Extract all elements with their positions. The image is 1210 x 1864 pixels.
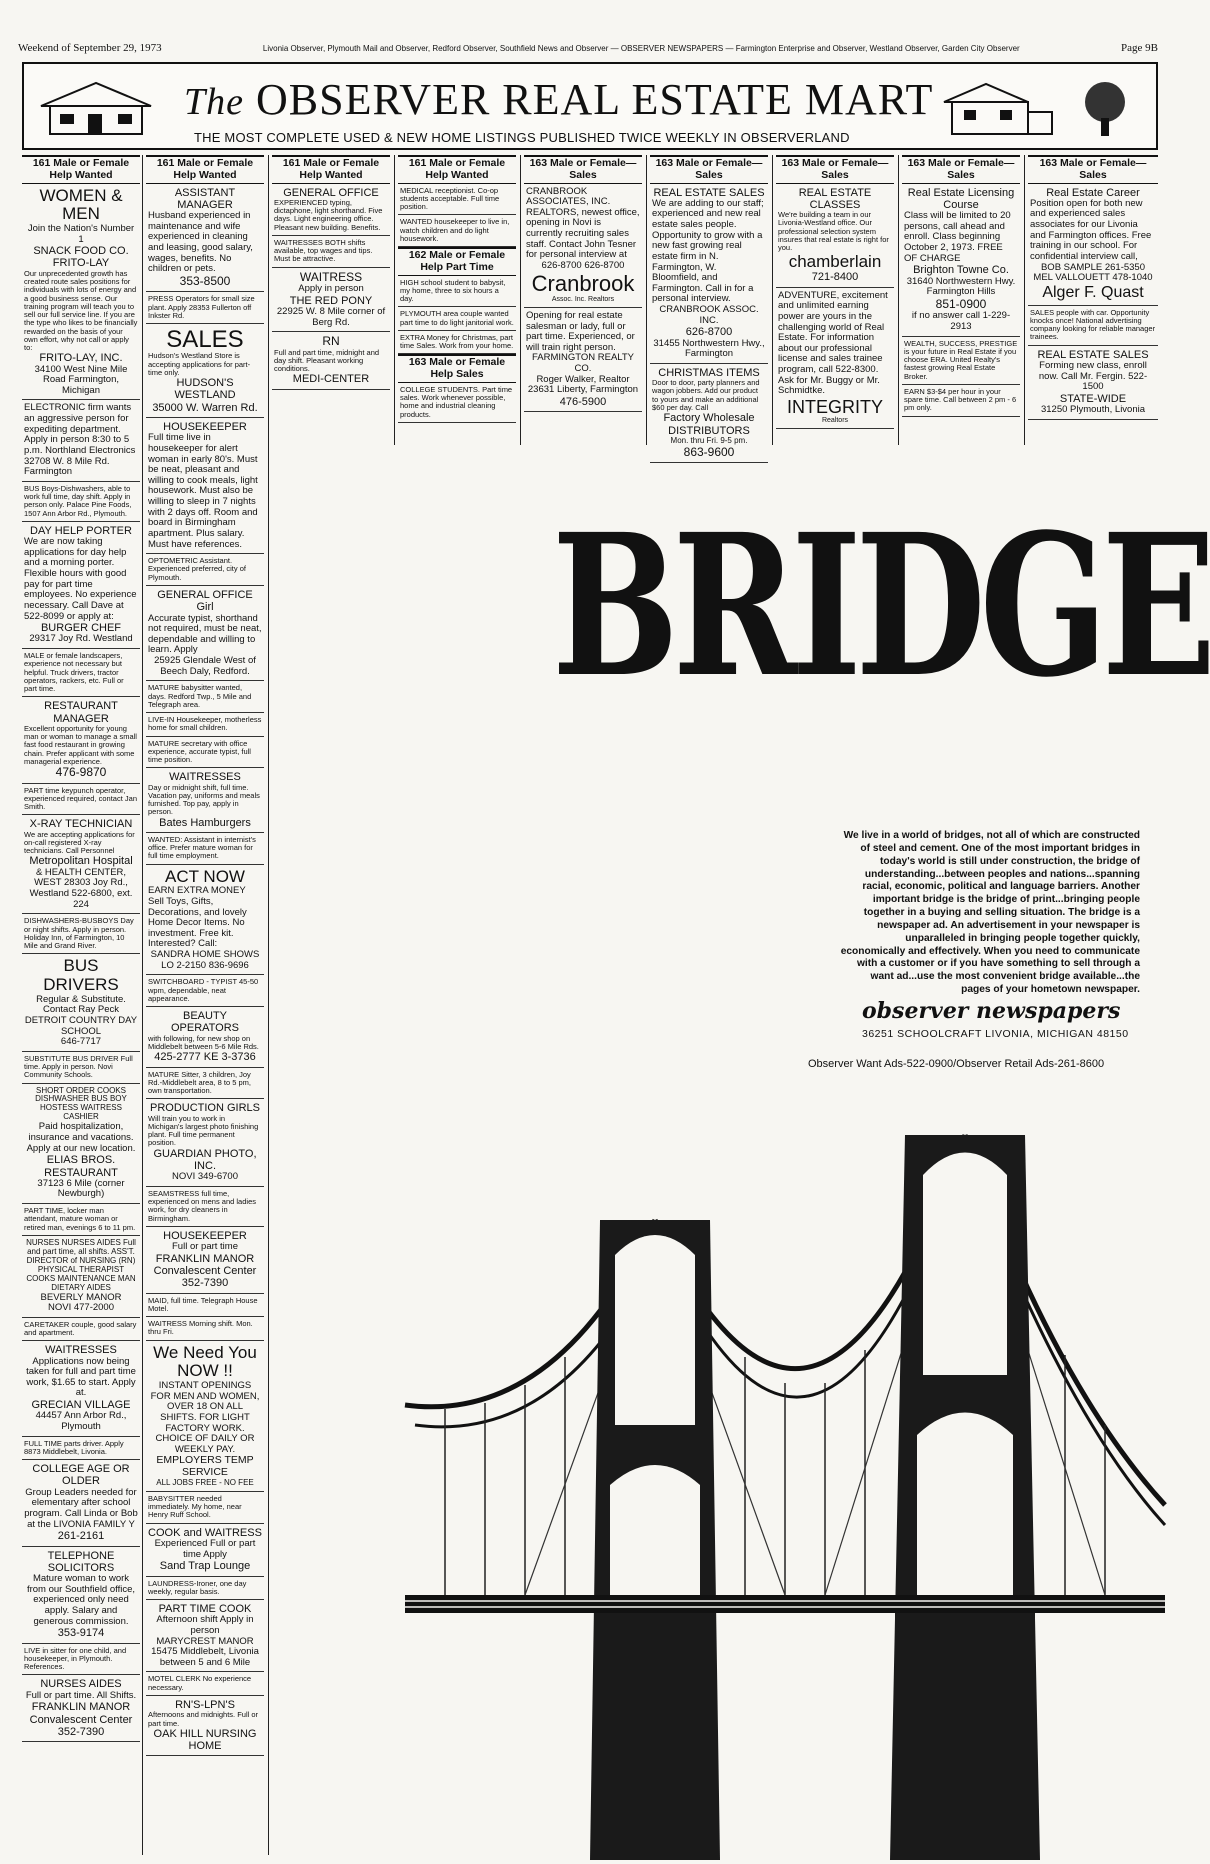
- classified-ad: GENERAL OFFICE Girl Accurate typist, shorthand not required, must be neat, dependable and willing to learn. Apply 25925 Glendale West of Beech Daly, Redford.: [146, 586, 264, 681]
- classified-ad: RESTAURANT MANAGER Excellent opportunity for young man or woman to manage a small fast food restaurant in growing chain. Prefer applicant with some managerial experience. 476-9870: [22, 697, 140, 783]
- classified-ad: LIVE in sitter for one child, and housekeeper, in Plymouth. References.: [22, 1644, 140, 1676]
- section-heading: 161 Male or Female Help Wanted: [22, 155, 140, 184]
- classified-ad: SHORT ORDER COOKS DISHWASHER BUS BOY HOSTESS WAITRESS CASHIER Paid hospitalization, insurance and vacations. Apply at our new location. ELIAS BROS. RESTAURANT 37123 6 Mile (corner Newburgh): [22, 1084, 140, 1205]
- column-rule: [520, 155, 521, 445]
- tree-illustration: [1060, 78, 1150, 138]
- section-heading: 163 Male or Female— Sales: [524, 155, 642, 184]
- papers-line: Livonia Observer, Plymouth Mail and Observer, Redford Observer, Southfield News and Observer — OBSERVER NEWSPAPERS — Farmington Enterprise and Observer, Westland Observer, Garden City Observer: [262, 43, 1020, 53]
- column-rule: [394, 155, 395, 445]
- column-rule: [1024, 155, 1025, 445]
- classified-ad: BEAUTY OPERATORS with following, for new shop on Middlebelt between 5-6 Mile Rds. 425-2777 KE 3-3736: [146, 1007, 264, 1067]
- classified-ad: HOUSEKEEPER Full time live in housekeeper for alert woman in early 80's. Must be neat, pleasant and willing to cook meals, light housework. Must also be willing to sleep in 7 nights with 2 days off. Room and board in Birmingham apartment. Plus salary. Must have references.: [146, 418, 264, 554]
- suspension-bridge-illustration: [405, 1125, 1165, 1860]
- classified-ad: MEDICAL receptionist. Co-op students acceptable. Full time position.: [398, 184, 516, 216]
- classified-ad: COLLEGE AGE OR OLDER Group Leaders needed for elementary after school program. Call Linda or Bob at the LIVONIA FAMILY Y 261-2161: [22, 1460, 140, 1546]
- classified-ad: GENERAL OFFICE EXPERIENCED typing, dictaphone, light shorthand. Five days. Light engineering office. Pleasant new building. Benefits.: [272, 184, 390, 236]
- column-rule: [142, 155, 143, 1855]
- classified-ad: MAID, full time. Telegraph House Motel.: [146, 1294, 264, 1318]
- classified-ad: REAL ESTATE SALES We are adding to our staff; experienced and new real estate sales people. Opportunity to grow with a new fast growing real estate firm in N. Farmington, W. Bloomfield, and Farmington. Call in for a personal interview. CRANBROOK ASSOC. INC. 626-8700 31455 Northwestern Hwy., Farmington: [650, 184, 768, 364]
- section-heading: 163 Male or Female— Sales: [1028, 155, 1158, 184]
- classified-ad: RN'S-LPN'S Afternoons and midnights. Full or part time. OAK HILL NURSING HOME: [146, 1696, 264, 1756]
- column-7: [776, 155, 894, 445]
- section-heading: 163 Male or Female— Sales: [902, 155, 1020, 184]
- house-illustration-right: [936, 78, 1056, 138]
- classified-ad: EXTRA Money for Christmas, part time Sales. Work from your home.: [398, 331, 516, 355]
- promo-address: 36251 SCHOOLCRAFT LIVONIA, MICHIGAN 48150: [862, 1028, 1129, 1040]
- classified-ad: BUS DRIVERS Regular & Substitute. Contact Ray Peck DETROIT COUNTRY DAY SCHOOL 646-7717: [22, 954, 140, 1052]
- classified-ad: BABYSITTER needed immediately. My home, near Henry Ruff School.: [146, 1492, 264, 1524]
- classified-ad: DAY HELP PORTER We are now taking applications for day help and a morning porter. Flexible hours with good pay for part time employees. No experience necessary. Call Dave at 522-8099 or apply at: BURGER CHEF 29317 Joy Rd. Westland: [22, 522, 140, 649]
- classified-ad: MATURE Sitter, 3 children, Joy Rd.-Middlebelt area, 8 to 5 pm, own transportation.: [146, 1068, 264, 1100]
- section-heading: 163 Male or Female Help Sales: [398, 354, 516, 383]
- classified-ad: SALES Hudson's Westland Store is accepting applications for part-time only. HUDSON'S WESTLAND 35000 W. Warren Rd.: [146, 324, 264, 418]
- classified-ad: DISHWASHERS-BUSBOYS Day or night shifts. Apply in person. Holiday Inn, of Farmington, 10 Mile and Grand River.: [22, 914, 140, 954]
- column-8: [902, 155, 1020, 445]
- classified-ad: WOMEN & MEN Join the Nation's Number 1 SNACK FOOD CO. FRITO-LAY Our unprecedented growth has created route sales positions for individuals with lots of energy and a good business sense. Our training program will teach you to sell our full service line. If you are the type who likes to be financially rewarded on the basis of your own effort, why not call or apply to: FRITO-LAY, INC. 34100 West Nine Mile Road Farmington, Michigan: [22, 184, 140, 401]
- promo-headline: BRIDGE: [552, 492, 1210, 721]
- real-estate-mart-banner: [22, 62, 1158, 150]
- classified-ad: PLYMOUTH area couple wanted part time to do light janitorial work.: [398, 307, 516, 331]
- classified-ad: NURSES NURSES AIDES Full and part time, all shifts. ASS'T. DIRECTOR of NURSING (RN) PHYSICAL THERAPIST COOKS MAINTENANCE MAN DIETARY AIDES BEVERLY MANOR NOVI 477-2000: [22, 1236, 140, 1318]
- section-heading: 161 Male or Female Help Wanted: [272, 155, 390, 184]
- classified-ad: WEALTH, SUCCESS, PRESTIGE is your future in Real Estate if you choose ERA. United Realty's fastest growing Real Estate Broker.: [902, 337, 1020, 385]
- classified-ad: PRODUCTION GIRLS Will train you to work in Michigan's largest photo finishing plant. Full time permanent position. GUARDIAN PHOTO, INC. NOVI 349-6700: [146, 1099, 264, 1187]
- column-6: [650, 155, 768, 459]
- classified-ad: BUS Boys-Dishwashers, able to work full time, day shift. Apply in person only. Palace Pine Foods, 1507 Ann Arbor Rd., Plymouth.: [22, 482, 140, 522]
- classified-ad: ASSISTANT MANAGER Husband experienced in maintenance and wife experienced in cleaning and leasing, good salary, wages, benefits. No children or pets. 353-8500: [146, 184, 264, 293]
- banner-subtitle: THE MOST COMPLETE USED & NEW HOME LISTINGS PUBLISHED TWICE WEEKLY IN OBSERVERLAND: [194, 130, 850, 145]
- classified-ad: PART TIME, locker man attendant, mature woman or retired man, evenings 6 to 11 pm.: [22, 1204, 140, 1236]
- classified-ad: HIGH school student to babysit, my home, three to six hours a day.: [398, 276, 516, 308]
- column-2: [146, 155, 264, 1855]
- section-heading: 161 Male or Female Help Wanted: [398, 155, 516, 184]
- issue-date: Weekend of September 29, 1973: [18, 42, 162, 54]
- classified-ad: SALES people with car. Opportunity knocks once! National advertising company looking for reliable manager trainees.: [1028, 306, 1158, 346]
- observer-newspapers-logo: observer newspapers: [862, 998, 1121, 1024]
- classified-ad: PART time keypunch operator, experienced required, contact Jan Smith.: [22, 784, 140, 816]
- classified-ad: FULL TIME parts driver. Apply 8873 Middlebelt, Livonia.: [22, 1437, 140, 1461]
- classified-ad: ACT NOW EARN EXTRA MONEY Sell Toys, Gifts, Decorations, and lovely Home Decor Items. No investment. Free kit. Interested? Call: SANDRA HOME SHOWS LO 2-2150 836-9696: [146, 865, 264, 976]
- classified-ad: WAITRESS Apply in person THE RED PONY 22925 W. 8 Mile corner of Berg Rd.: [272, 268, 390, 333]
- classified-ad: LIVE-IN Housekeeper, motherless home for small children.: [146, 713, 264, 737]
- classified-ad: NURSES AIDES Full or part time. All Shifts. FRANKLIN MANOR Convalescent Center 352-7390: [22, 1675, 140, 1742]
- promo-phones: Observer Want Ads-522-0900/Observer Retail Ads-261-8600: [808, 1058, 1105, 1070]
- section-heading: 163 Male or Female— Sales: [776, 155, 894, 184]
- page-header: [18, 40, 1158, 56]
- classified-ad: PART TIME COOK Afternoon shift Apply in person MARYCREST MANOR 15475 Middlebelt, Livonia between 5 and 6 Mile: [146, 1600, 264, 1672]
- classified-ad: HOUSEKEEPER Full or part time FRANKLIN MANOR Convalescent Center 352-7390: [146, 1227, 264, 1294]
- column-9: [1028, 155, 1158, 445]
- classified-ad: MATURE babysitter wanted, days. Redford Twp., 5 Mile and Telegraph area.: [146, 681, 264, 713]
- classified-ad: MALE or female landscapers, experience not necessary but helpful. Truck drivers, tractor operators, rackers, etc. Full or part time.: [22, 649, 140, 697]
- promo-body: We live in a world of bridges, not all of which are constructed of steel and cement. One of the most important bridges in today's world is still under construction, the bridge of understanding...between peoples and nations...spanning racial, economic, political and language barriers. Another important bridge is the bridge of print...bringing people together in a buying and selling situation. The bridge is a newspaper ad. An advertisement in your newspaper is unparalleled in bringing people together quickly, economically and effectively. When you need to communicate with a customer or if you have something to sell through a want ad...use the most convenient bridge available...the pages of your hometown newspaper.: [840, 830, 1140, 996]
- classified-ad: CARETAKER couple, good salary and apartment.: [22, 1318, 140, 1342]
- classified-ad: X-RAY TECHNICIAN We are accepting applications for on-call registered X-ray technicians. Call Personnel Metropolitan Hospital & HEALTH CENTER, WEST 28303 Joy Rd., Westland 522-6800, ext. 224: [22, 815, 140, 914]
- classified-ad: Real Estate Career Position open for both new and experienced sales associates for our Livonia and Farmington offices. Free training in our school. For confidential interview call, BOB SAMPLE 261-5350 MEL VALLOUETT 478-1040 Alger F. Quast: [1028, 184, 1158, 306]
- column-3: [272, 155, 390, 445]
- classified-ad: TELEPHONE SOLICITORS Mature woman to work from our Southfield office, experienced only need apply. Salary and generous commission. 353-9174: [22, 1547, 140, 1644]
- classified-ad: REAL ESTATE CLASSES We're building a team in our Livonia-Westland office. Our professional selection system insures that real estate is right for you. chamberlain 721-8400: [776, 184, 894, 288]
- column-rule: [772, 155, 773, 445]
- classified-ad: REAL ESTATE SALES Forming new class, enroll now. Call Mr. Fergin. 522-1500 STATE-WIDE 31250 Plymouth, Livonia: [1028, 346, 1158, 420]
- classified-ad: PRESS Operators for small size plant. Apply 28353 Fullerton off Inkster Rd.: [146, 292, 264, 324]
- classified-ad: SEAMSTRESS full time, experienced on mens and ladies work, for dry cleaners in Birmingham.: [146, 1187, 264, 1227]
- classified-ad: ELECTRONIC firm wants an aggressive person for expediting department. Apply in person 8:30 to 5 p.m. Northland Electronics 32708 W. 8 Mile Rd. Farmington: [22, 400, 140, 481]
- section-heading: 161 Male or Female Help Wanted: [146, 155, 264, 184]
- classified-ad: ADVENTURE, excitement and unlimited earning power are yours in the challenging world of Real Estate. For information about our professional license and sales trainee program, call 522-8300. Ask for Mr. Buggy or Mr. Schmidtke. INTEGRITY Realtors: [776, 288, 894, 429]
- column-rule: [268, 155, 269, 1855]
- classified-ad: EARN $3-$4 per hour in your spare time. Call between 2 pm - 6 pm only.: [902, 385, 1020, 417]
- classified-ad: CRANBROOK ASSOCIATES, INC. REALTORS, newest office, opening in Novi is currently recruiting sales staff. Contact John Tesner for personal interview at 626-8700 626-8700 Cranbrook Assoc. Inc. Realtors: [524, 184, 642, 308]
- column-rule: [646, 155, 647, 445]
- house-illustration-left: [36, 78, 156, 138]
- classified-ad: COLLEGE STUDENTS. Part time sales. Work whenever possible, home and industrial cleaning products.: [398, 383, 516, 423]
- column-1: [22, 155, 140, 1855]
- page-number: Page 9B: [1121, 42, 1158, 54]
- classified-ad: OPTOMETRIC Assistant. Experienced preferred, city of Plymouth.: [146, 554, 264, 586]
- classified-ad: WAITRESSES BOTH shifts available, top wages and tips. Must be attractive.: [272, 236, 390, 268]
- classified-ad: Opening for real estate salesman or lady, full or part time. Experienced, or will train right person. FARMINGTON REALTY CO. Roger Walker, Realtor 23631 Liberty, Farmington 476-5900: [524, 308, 642, 412]
- classified-ad: WAITRESS Morning shift. Mon. thru Fri.: [146, 1317, 264, 1341]
- classified-ad: WANTED: Assistant in internist's office. Prefer mature woman for full time employment.: [146, 833, 264, 865]
- classified-ad: COOK and WAITRESS Experienced Full or part time Apply Sand Trap Lounge: [146, 1524, 264, 1577]
- classified-ad: MATURE secretary with office experience, accurate typist, full time position.: [146, 737, 264, 769]
- classified-ad: WAITRESSES Day or midnight shift, full time. Vacation pay, uniforms and meals furnished. Top pay, apply in person. Bates Hamburgers: [146, 768, 264, 833]
- column-rule: [898, 155, 899, 445]
- column-4: [398, 155, 516, 445]
- classified-ad: MOTEL CLERK No experience necessary.: [146, 1672, 264, 1696]
- column-5: [524, 155, 642, 445]
- section-heading: 162 Male or Female Help Part Time: [398, 247, 516, 276]
- section-heading: 163 Male or Female— Sales: [650, 155, 768, 184]
- classified-ad: RN Full and part time, midnight and day shift. Pleasant working conditions. MEDI-CENTER: [272, 332, 390, 390]
- classified-ad: LAUNDRESS-Ironer, one day weekly, regular basis.: [146, 1577, 264, 1601]
- classified-ad: SUBSTITUTE BUS DRIVER Full time. Apply in person. Novi Community Schools.: [22, 1052, 140, 1084]
- classified-ad: We Need You NOW !! INSTANT OPENINGS FOR MEN AND WOMEN, OVER 18 ON ALL SHIFTS. FOR LIGHT FACTORY WORK. CHOICE OF DAILY OR WEEKLY PAY. EMPLOYERS TEMP SERVICE ALL JOBS FREE - NO FEE: [146, 1341, 264, 1492]
- classified-ad: WAITRESSES Applications now being taken for full and part time work, $1.65 to start. Apply at. GRECIAN VILLAGE 44457 Ann Arbor Rd., Plymouth: [22, 1341, 140, 1436]
- banner-title: The OBSERVER REAL ESTATE MART: [184, 75, 934, 124]
- classified-ad: Real Estate Licensing Course Class will be limited to 20 persons, call ahead and enroll. Class beginning October 2, 1973. FREE OF CHARGE Brighton Towne Co. 31640 Northwestern Hwy. Farmington Hills 851-0900 if no answer call 1-229-2913: [902, 184, 1020, 337]
- classified-ad: WANTED housekeeper to live in, watch children and do light housework.: [398, 215, 516, 247]
- classified-ad: CHRISTMAS ITEMS Door to door, party planners and wagon jobbers. Add our product to yours and make an additional $60 per day. Call Factory Wholesale DISTRIBUTORS Mon. thru Fri. 9-5 pm. 863-9600: [650, 364, 768, 463]
- classified-ad: SWITCHBOARD - TYPIST 45-50 wpm, dependable, neat appearance.: [146, 975, 264, 1007]
